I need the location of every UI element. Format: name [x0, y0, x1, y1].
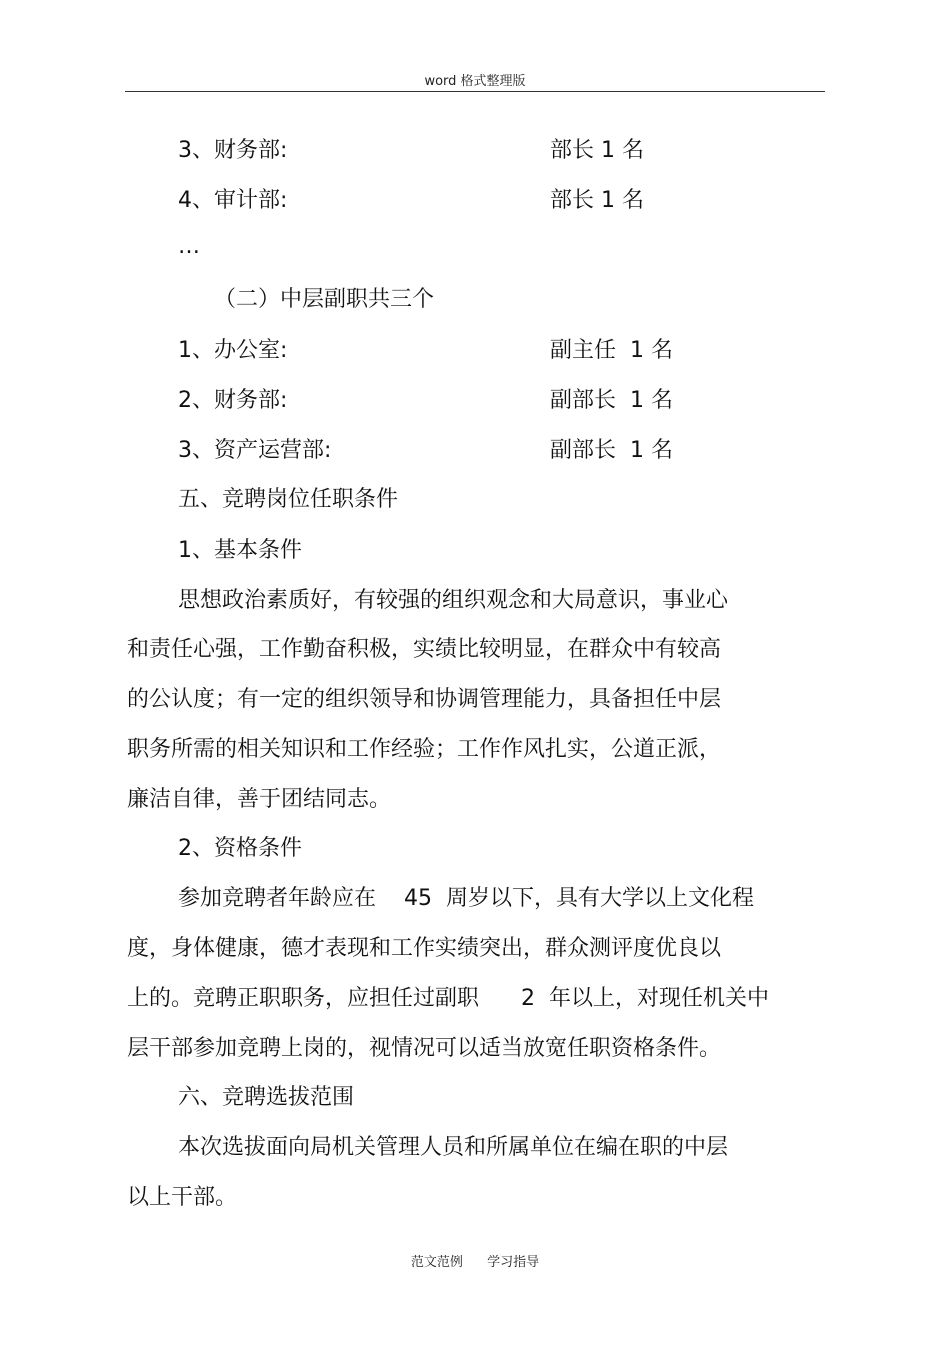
basic-line: 职务所需的相关知识和工作经验；工作作风扎实，公道正派， [127, 737, 722, 762]
deputy-office-quota: 副主任 1 名 [550, 338, 673, 363]
position-audit-label: 4、审计部: [178, 188, 288, 213]
section5-heading: 五、竞聘岗位任职条件 [178, 487, 399, 512]
page-header: word 格式整理版 [424, 74, 526, 89]
basic-line: 的公认度；有一定的组织领导和协调管理能力，具备担任中层 [127, 687, 722, 712]
position-finance-quota: 部长 1 名 [550, 138, 644, 163]
basic-line: 思想政治素质好，有较强的组织观念和大局意识，事业心 [178, 588, 729, 613]
qualification-line: 参加竞聘者年龄应在 45 周岁以下，具有大学以上文化程 [178, 886, 754, 911]
qualification-line: 度，身体健康，德才表现和工作实绩突出，群众测评度优良以 [127, 936, 722, 961]
deputy-finance-label: 2、财务部: [178, 388, 288, 413]
header-divider [125, 91, 825, 92]
scope-line: 以上干部。 [127, 1185, 238, 1210]
basic-heading: 1、基本条件 [178, 538, 302, 563]
deputy-finance-quota: 副部长 1 名 [550, 388, 673, 413]
page-footer [0, 1251, 950, 1270]
deputy-office-label: 1、办公室: [178, 338, 288, 363]
footer-left: 范文范例 [410, 1255, 463, 1270]
footer-right: 学习指导 [487, 1255, 540, 1270]
scope-line: 本次选拔面向局机关管理人员和所属单位在编在职的中层 [178, 1135, 729, 1160]
qualification-line: 上的。竞聘正职职务，应担任过副职 2 年以上，对现任机关中 [127, 986, 769, 1011]
qualification-heading: 2、资格条件 [178, 836, 302, 861]
deputy-heading: （二）中层副职共三个 [214, 287, 435, 312]
deputy-assets-quota: 副部长 1 名 [550, 438, 673, 463]
section6-heading: 六、竞聘选拔范围 [178, 1085, 355, 1110]
position-finance-label: 3、财务部: [178, 138, 288, 163]
basic-line: 和责任心强，工作勤奋积极，实绩比较明显，在群众中有较高 [127, 637, 722, 662]
position-audit-quota: 部长 1 名 [550, 188, 644, 213]
deputy-assets-label: 3、资产运营部: [178, 438, 332, 463]
qualification-line: 层干部参加竞聘上岗的，视情况可以适当放宽任职资格条件。 [127, 1036, 722, 1061]
ellipsis: … [178, 234, 200, 259]
basic-line: 廉洁自律，善于团结同志。 [127, 787, 392, 812]
